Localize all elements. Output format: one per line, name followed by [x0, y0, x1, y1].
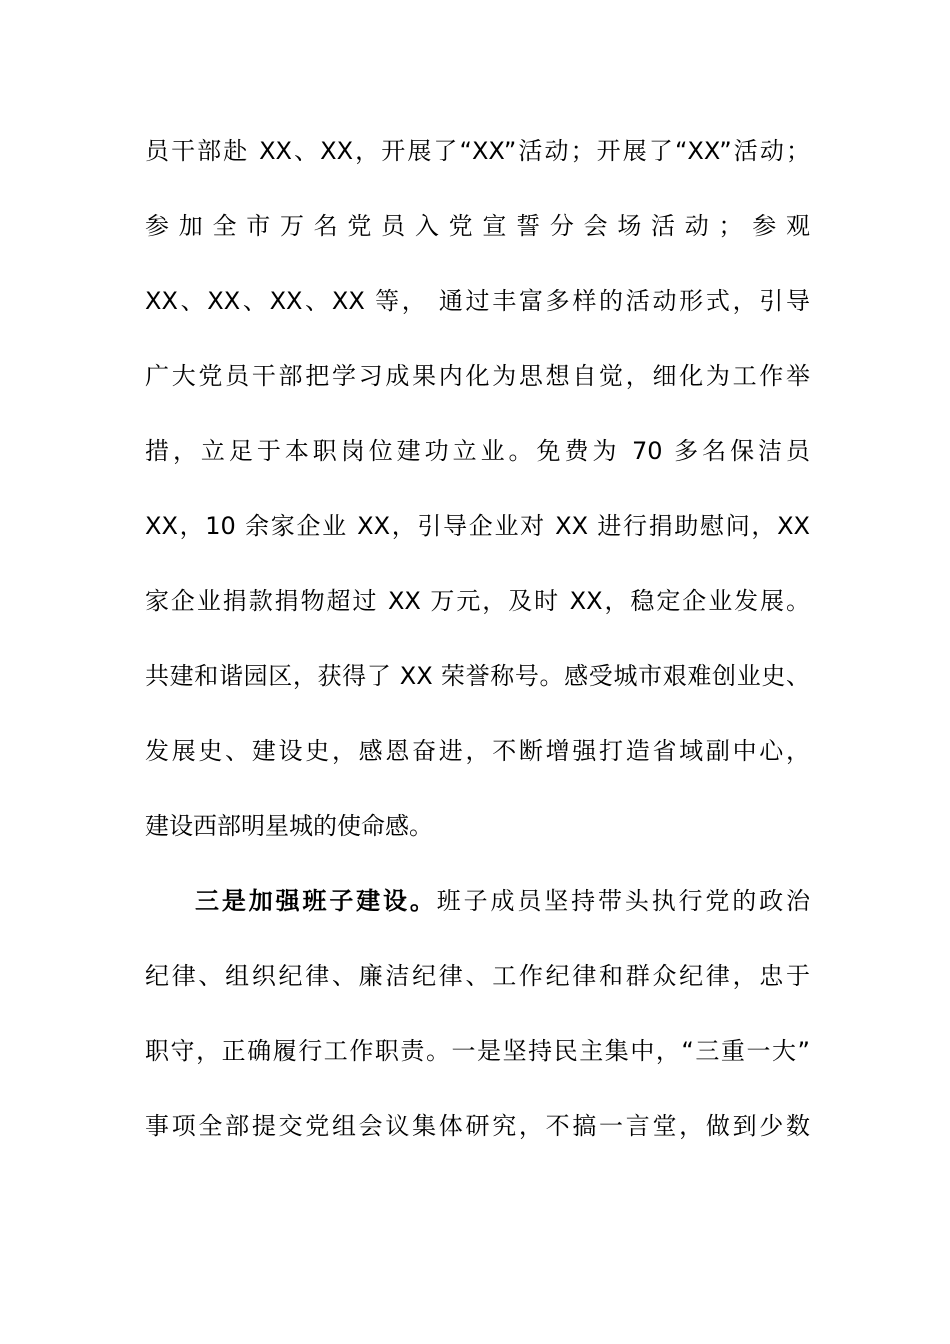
- paragraph-1-line-6: XX，10 余家企业 XX，引导企业对 XX 进行捐助慰问，XX: [145, 512, 810, 540]
- paragraph-1-line-2: 参加全市万名党员入党宣誓分会场活动；参观: [145, 212, 810, 240]
- paragraph-2-heading: 三是加强班子建设。: [195, 887, 437, 915]
- paragraph-1-line-5: 措，立足于本职岗位建功立业。免费为 70 多名保洁员: [145, 437, 810, 465]
- paragraph-1-line-8: 共建和谐园区，获得了 XX 荣誉称号。感受城市艰难创业史、: [145, 662, 810, 690]
- paragraph-1-line-7: 家企业捐款捐物超过 XX 万元，及时 XX，稳定企业发展。: [145, 587, 810, 615]
- paragraph-2-line-3: 职守，正确履行工作职责。一是坚持民主集中，“三重一大”: [145, 1037, 810, 1065]
- paragraph-1-line-10: 建设西部明星城的使命感。: [145, 812, 433, 840]
- paragraph-1-line-4: 广大党员干部把学习成果内化为思想自觉，细化为工作举: [145, 362, 810, 390]
- paragraph-2-line-4: 事项全部提交党组会议集体研究，不搞一言堂，做到少数: [145, 1112, 810, 1140]
- body-text: [145, 128, 810, 1178]
- paragraph-2-line-1: [145, 878, 810, 953]
- paragraph-1-line-1: 员干部赴 XX、XX，开展了“XX”活动；开展了“XX”活动；: [145, 137, 810, 165]
- paragraph-2-first-line-text: 班子成员坚持带头执行党的政治: [436, 887, 811, 915]
- paragraph-1-line-3: XX、XX、XX、XX 等， 通过丰富多样的活动形式，引导: [145, 287, 810, 315]
- paragraph-2-line-2: 纪律、组织纪律、廉洁纪律、工作纪律和群众纪律，忠于: [145, 962, 810, 990]
- paragraph-1-line-9: 发展史、建设史，感恩奋进，不断增强打造省域副中心，: [145, 737, 810, 765]
